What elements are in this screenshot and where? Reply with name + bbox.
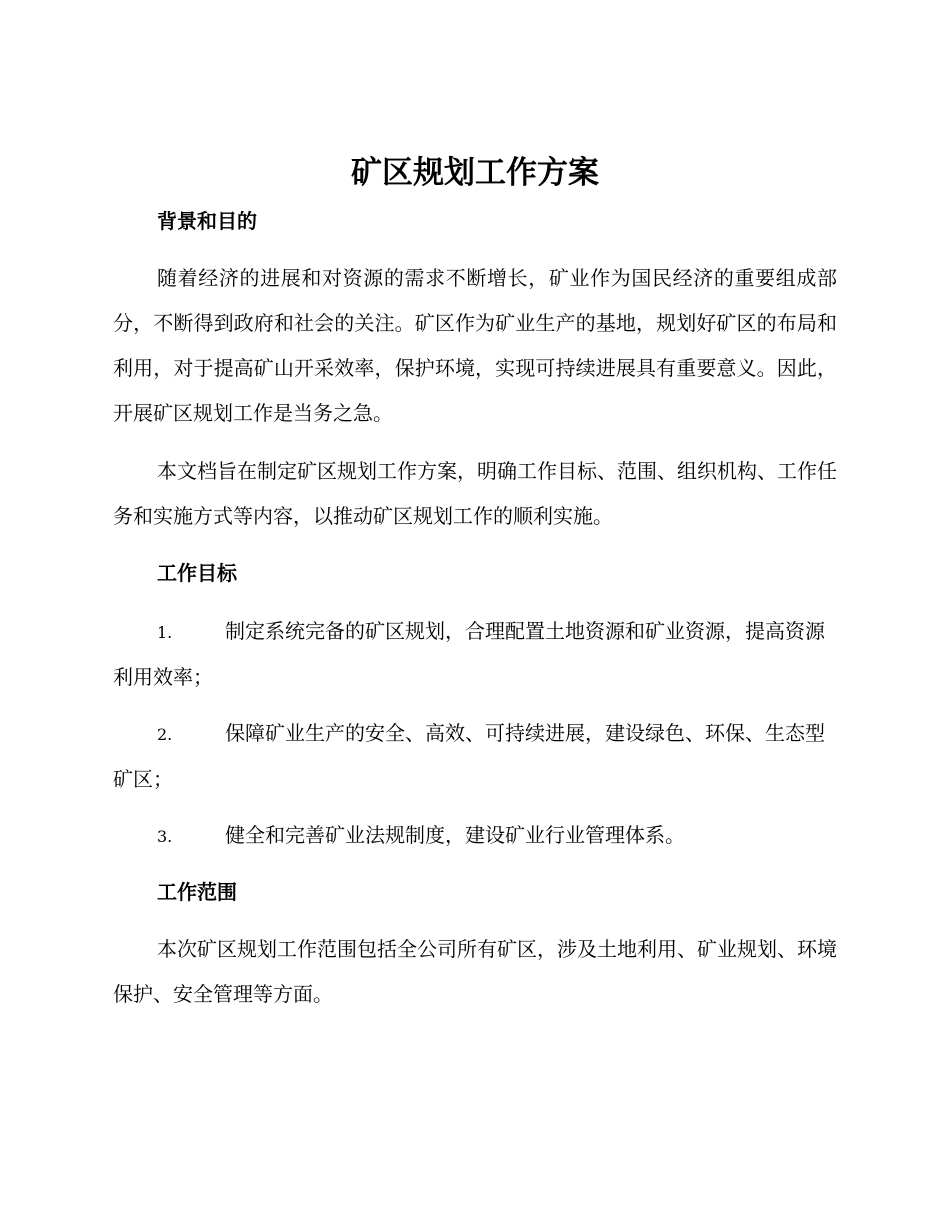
section-heading-background: 背景和目的 [157,209,257,233]
document-title: 矿区规划工作方案 [351,155,599,191]
list-item-text: 制定系统完备的矿区规划，合理配置土地资源和矿业资源，提高资源利用效率； [113,619,825,689]
list-item-text: 保障矿业生产的安全、高效、可持续进展，建设绿色、环保、生态型矿区； [113,721,825,791]
paragraph-scope-1: 本次矿区规划工作范围包括全公司所有矿区，涉及土地利用、矿业规划、环境保护、安全管理等方面。 [113,937,837,1006]
list-number: 1. [157,623,173,642]
list-item-text: 健全和完善矿业法规制度，建设矿业行业管理体系。 [225,823,685,847]
goal-item-1 [113,609,837,700]
list-number: 3. [157,827,173,846]
section-heading-goals: 工作目标 [157,561,237,585]
paragraph-background-1: 随着经济的进展和对资源的需求不断增长，矿业作为国民经济的重要组成部分，不断得到政府和社会的关注。矿区作为矿业生产的基地，规划好矿区的布局和利用，对于提高矿山开采效率，保护环境，实现可持续进展具有重要意义。因此，开展矿区规划工作是当务之急。 [113,266,837,425]
goal-item-2 [113,711,837,802]
list-number: 2. [157,725,173,744]
goal-item-3 [113,813,837,859]
section-heading-scope: 工作范围 [157,880,237,904]
paragraph-background-2: 本文档旨在制定矿区规划工作方案，明确工作目标、范围、组织机构、工作任务和实施方式等内容，以推动矿区规划工作的顺利实施。 [113,459,837,528]
